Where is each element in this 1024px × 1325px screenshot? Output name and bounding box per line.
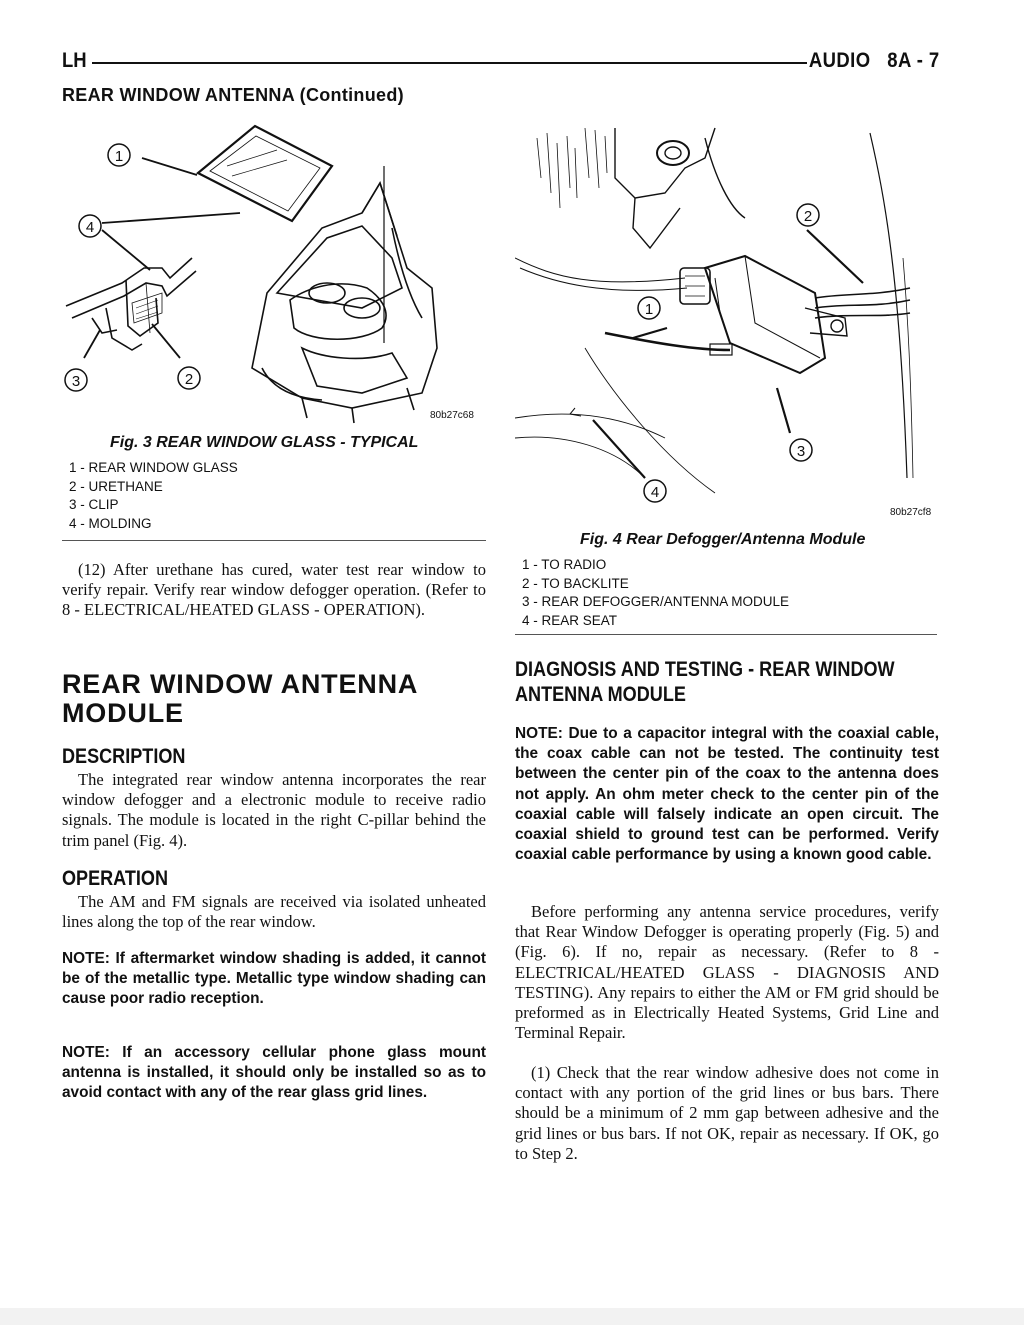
continued-heading: REAR WINDOW ANTENNA (Continued) [62, 85, 404, 105]
fig4-legend-item: 3 - REAR DEFOGGER/ANTENNA MODULE [522, 594, 790, 609]
running-header-right: AUDIO 8A - 7 [809, 49, 940, 72]
fig4-callout: 3 [796, 443, 806, 460]
fig3-rule [62, 540, 486, 541]
verify-defogger-paragraph: Before performing any antenna service procedures, verify that Rear Window Defogger is operating properly (Fig. 5) and (Fig. 6). If no, repair as necessary. (Refer to 8 - ELECTRICAL/HEATED GLASS - DIAGNOSIS AND TESTING). Any repairs to either the AM or FM grid should be preformed as in Electrically Heated Systems, Grid Line and Terminal Repair. [515, 902, 939, 1043]
operation-heading: OPERATION [62, 867, 169, 890]
diagnosis-heading: DIAGNOSIS AND TESTING - REAR WINDOW ANTENNA MODULE [515, 658, 895, 706]
fig3-legend-item: 4 - MOLDING [69, 515, 152, 531]
page-bottom-margin [0, 1308, 1024, 1325]
description-heading: DESCRIPTION [62, 745, 186, 768]
fig3-legend-item: 3 - CLIP [69, 497, 119, 512]
fig3-callout: 4 [85, 219, 95, 236]
fig3-caption: Fig. 3 REAR WINDOW GLASS - TYPICAL [110, 434, 419, 451]
step-1-paragraph: (1) Check that the rear window adhesive does not come in contact with any portion of the grid lines or bus bars. There should be a minimum of 2 mm gap between adhesive and the grid lines or bus bars. If not OK, repair as necessary. If OK, go to Step 2. [515, 1063, 939, 1163]
fig4-rule [515, 634, 937, 635]
fig3-code: 80b27c68 [430, 410, 474, 421]
note-cellular-antenna: NOTE: If an accessory cellular phone glass mount antenna is installed, it should only be installed so as to avoid contact with any of the rear glass grid lines. [62, 1044, 486, 1102]
fig4-callout: 1 [644, 301, 654, 318]
fig3-legend-item: 1 - REAR WINDOW GLASS [69, 460, 238, 475]
fig3-callout: 1 [114, 148, 124, 165]
description-paragraph: The integrated rear window antenna incorporates the rear window defogger and a electronic module to receive radio signals. The module is located in the right C-pillar behind the trim panel (Fig. 4). [62, 770, 486, 850]
fig4-legend-item: 2 - TO BACKLITE [522, 575, 629, 591]
figure-3-illustration [62, 118, 492, 428]
fig3-callout: 2 [184, 371, 194, 388]
fig4-caption: Fig. 4 Rear Defogger/Antenna Module [580, 531, 866, 548]
fig3-legend-item: 2 - URETHANE [69, 478, 163, 494]
header-rule [92, 62, 807, 64]
running-header-left: LH [62, 49, 87, 72]
fig4-callout: 4 [650, 484, 660, 501]
note-coaxial-cable: NOTE: Due to a capacitor integral with the coaxial cable, the coax cable can not be tested. The continuity test between the center pin of the coax to the antenna does not apply. An ohm meter check to the center pin of the coaxial cable will falsely indicate an open circuit. The coaxial shield to ground test can be performed. Verify coaxial cable performance by using a known good cable. [515, 725, 939, 864]
fig4-legend-item: 1 - TO RADIO [522, 557, 607, 572]
operation-paragraph: The AM and FM signals are received via isolated unheated lines along the top of the rear window. [62, 892, 486, 932]
fig3-legend [69, 459, 238, 533]
step-12-paragraph: (12) After urethane has cured, water test rear window to verify repair. Verify rear window defogger operation. (Refer to 8 - ELECTRICAL/HEATED GLASS - OPERATION). [62, 560, 486, 620]
fig4-code: 80b27cf8 [890, 507, 932, 518]
section-title: REAR WINDOW ANTENNA MODULE [62, 669, 418, 728]
fig4-legend-item: 4 - REAR SEAT [522, 612, 618, 628]
fig4-callout: 2 [803, 208, 813, 225]
figure-4-illustration [515, 118, 940, 518]
note-window-shading: NOTE: If aftermarket window shading is added, it cannot be of the metallic type. Metallic type window shading can cause poor radio reception. [62, 950, 486, 1008]
fig4-legend [522, 556, 789, 630]
fig3-callout: 3 [71, 373, 81, 390]
